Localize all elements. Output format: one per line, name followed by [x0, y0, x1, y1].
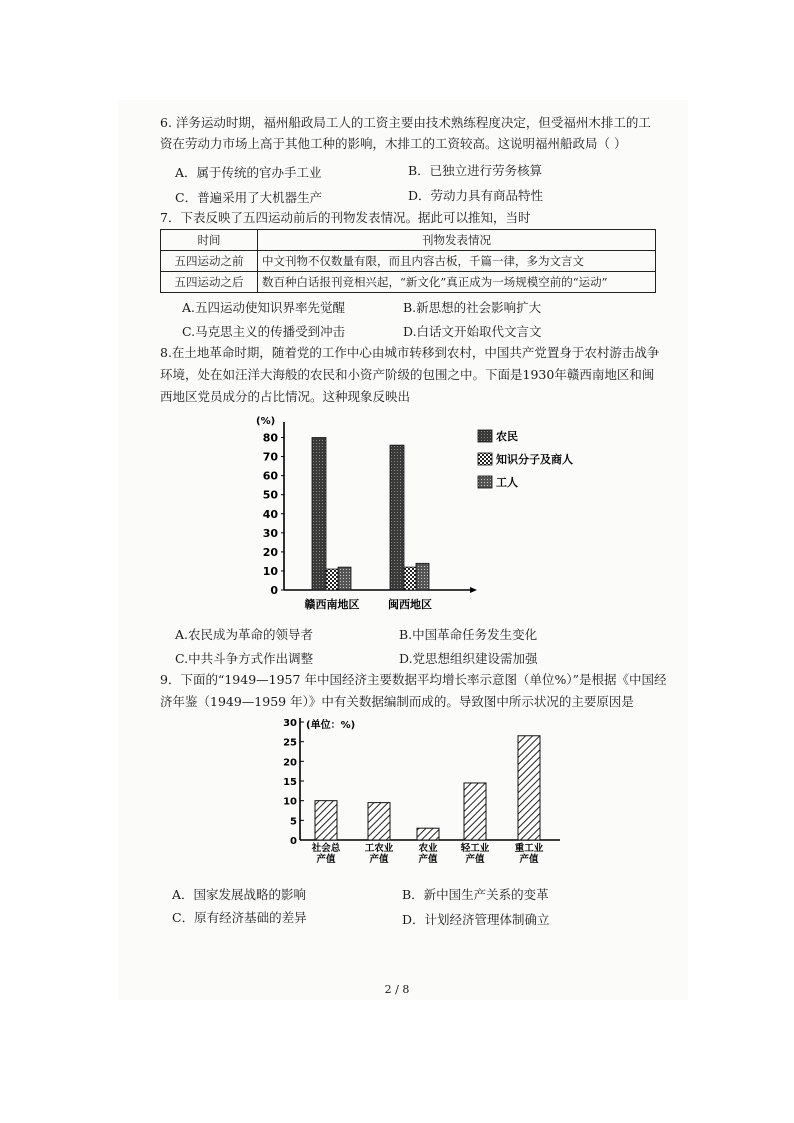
q8-stem-line3: 西地区党员成分的占比情况。这种现象反映出	[160, 389, 411, 404]
q9-option-b: B．新中国生产关系的变革	[402, 887, 549, 902]
q8-stem-line2: 环境，处在如汪洋大海般的农民和小资产阶级的包围之中。下面是1930年赣西南地区和闽	[160, 367, 655, 382]
legend-label: 知识分子及商人	[496, 453, 573, 466]
x-category-label: 赣西南地区	[304, 598, 360, 611]
y-tick-label: 0	[270, 584, 278, 597]
q7-table	[160, 229, 656, 293]
bar	[416, 563, 429, 590]
q8-option-b: B.中国革命任务发生变化	[399, 627, 538, 642]
table-header-situation: 刊物发表情况	[258, 230, 656, 251]
bar	[404, 567, 417, 590]
q8-bar-chart	[250, 410, 573, 620]
table-cell: 五四运动之前	[161, 251, 258, 272]
y-tick-label: 70	[262, 450, 278, 464]
q8-option-c: C.中共斗争方式作出调整	[175, 651, 314, 666]
page-number: 2 / 8	[384, 983, 410, 996]
q7-option-b: B.新思想的社会影响扩大	[403, 300, 542, 315]
bar	[390, 445, 404, 590]
y-tick-label: 20	[262, 545, 278, 559]
table-cell: 五四运动之后	[161, 272, 258, 293]
table-row	[161, 251, 656, 272]
q9-stem-line1: 9．下面的“1949—1957 年中国经济主要数据平均增长率示意图（单位%）”是根据《中国经	[160, 672, 667, 687]
q9-option-c: C．原有经济基础的差异	[172, 910, 307, 925]
y-tick-label: 0	[290, 836, 297, 847]
y-tick-label: 15	[283, 777, 297, 788]
q9-bar-chart	[280, 712, 570, 874]
y-tick-label: 80	[262, 431, 278, 445]
legend-swatch	[478, 430, 492, 442]
q6-stem-line2: 资在劳动力市场上高于其他工种的影响，木排工的工资较高。这说明福州船政局（ ）	[160, 136, 627, 151]
bar	[368, 803, 390, 840]
x-category-label: 产值	[465, 854, 485, 865]
x-category-label: 社会总	[311, 843, 341, 854]
x-category-label: 轻工业	[460, 843, 490, 854]
bar	[464, 783, 486, 840]
q8-stem-line1: 8.在土地革命时期，随着党的工作中心由城市转移到农村，中国共产党置身于农村游击战争	[160, 345, 660, 360]
y-tick-label: 10	[262, 564, 278, 578]
table-header-time: 时间	[161, 230, 258, 251]
y-tick-label: 10	[283, 796, 297, 808]
q8-option-d: D.党思想组织建设需加强	[399, 651, 538, 666]
bar	[518, 736, 540, 840]
x-category-label: 产值	[369, 854, 389, 865]
x-category-label: 重工业	[514, 843, 544, 854]
chart-unit-label: (单位：%)	[306, 720, 356, 731]
bar	[312, 438, 326, 590]
legend-swatch	[478, 453, 492, 465]
q6-option-c: C．普遍采用了大机器生产	[175, 190, 323, 205]
table-header-row	[161, 230, 656, 251]
legend-swatch	[478, 476, 492, 488]
q7-option-a: A.五四运动使知识界率先觉醒	[182, 300, 346, 315]
q7-option-c: C.马克思主义的传播受到冲击	[182, 324, 346, 339]
table-row	[161, 272, 656, 293]
x-axis-arrow	[470, 587, 477, 593]
y-tick-label: 50	[262, 488, 278, 502]
x-category-label: 产值	[418, 854, 438, 865]
bar	[338, 567, 351, 590]
table-cell: 数百种白话报刊竞相兴起，“新文化”真正成为一场规模空前的“运动”	[258, 272, 656, 293]
x-category-label: 农业	[418, 843, 438, 854]
q9-option-a: A．国家发展战略的影响	[172, 887, 307, 902]
y-tick-label: 20	[283, 757, 297, 769]
q9-option-d: D．计划经济管理体制确立	[402, 912, 550, 927]
y-tick-label: 40	[262, 507, 278, 521]
y-tick-label: 25	[283, 737, 297, 749]
bar	[326, 569, 339, 590]
legend-label: 农民	[496, 430, 518, 443]
x-category-label: 闽西地区	[388, 598, 432, 611]
q8-option-a: A.农民成为革命的领导者	[175, 627, 314, 642]
legend-label: 工人	[496, 476, 518, 489]
table-cell: 中文刊物不仅数量有限，而且内容古板，千篇一律，多为文言文	[258, 251, 656, 272]
x-category-label: 工农业	[364, 843, 394, 854]
y-tick-label: 30	[283, 718, 297, 729]
x-category-label: 产值	[519, 854, 539, 865]
q9-stem-line2: 济年鉴（1949—1959 年）》中有关数据编制而成的。导致图中所示状况的主要原因是	[160, 694, 634, 709]
y-tick-label: 30	[262, 526, 278, 540]
q7-stem: 7．下表反映了五四运动前后的刊物发表情况。据此可以推知，当时	[160, 210, 531, 225]
q6-option-d: D．劳动力具有商品特性	[408, 188, 544, 203]
chart-unit-label: (%)	[256, 416, 276, 427]
q6-stem-line1: 6. 洋务运动时期，福州船政局工人的工资主要由技术熟练程度决定，但受福州木排工的工	[160, 115, 651, 130]
bar	[315, 801, 337, 840]
q6-option-a: A．属于传统的官办手工业	[175, 165, 322, 180]
bar	[417, 828, 439, 840]
y-tick-label: 5	[290, 816, 297, 828]
x-category-label: 产值	[316, 854, 336, 865]
y-tick-label: 60	[262, 469, 278, 483]
q7-option-d: D.白话文开始取代文言文	[403, 324, 542, 339]
q6-option-b: B．已独立进行劳务核算	[408, 163, 543, 178]
